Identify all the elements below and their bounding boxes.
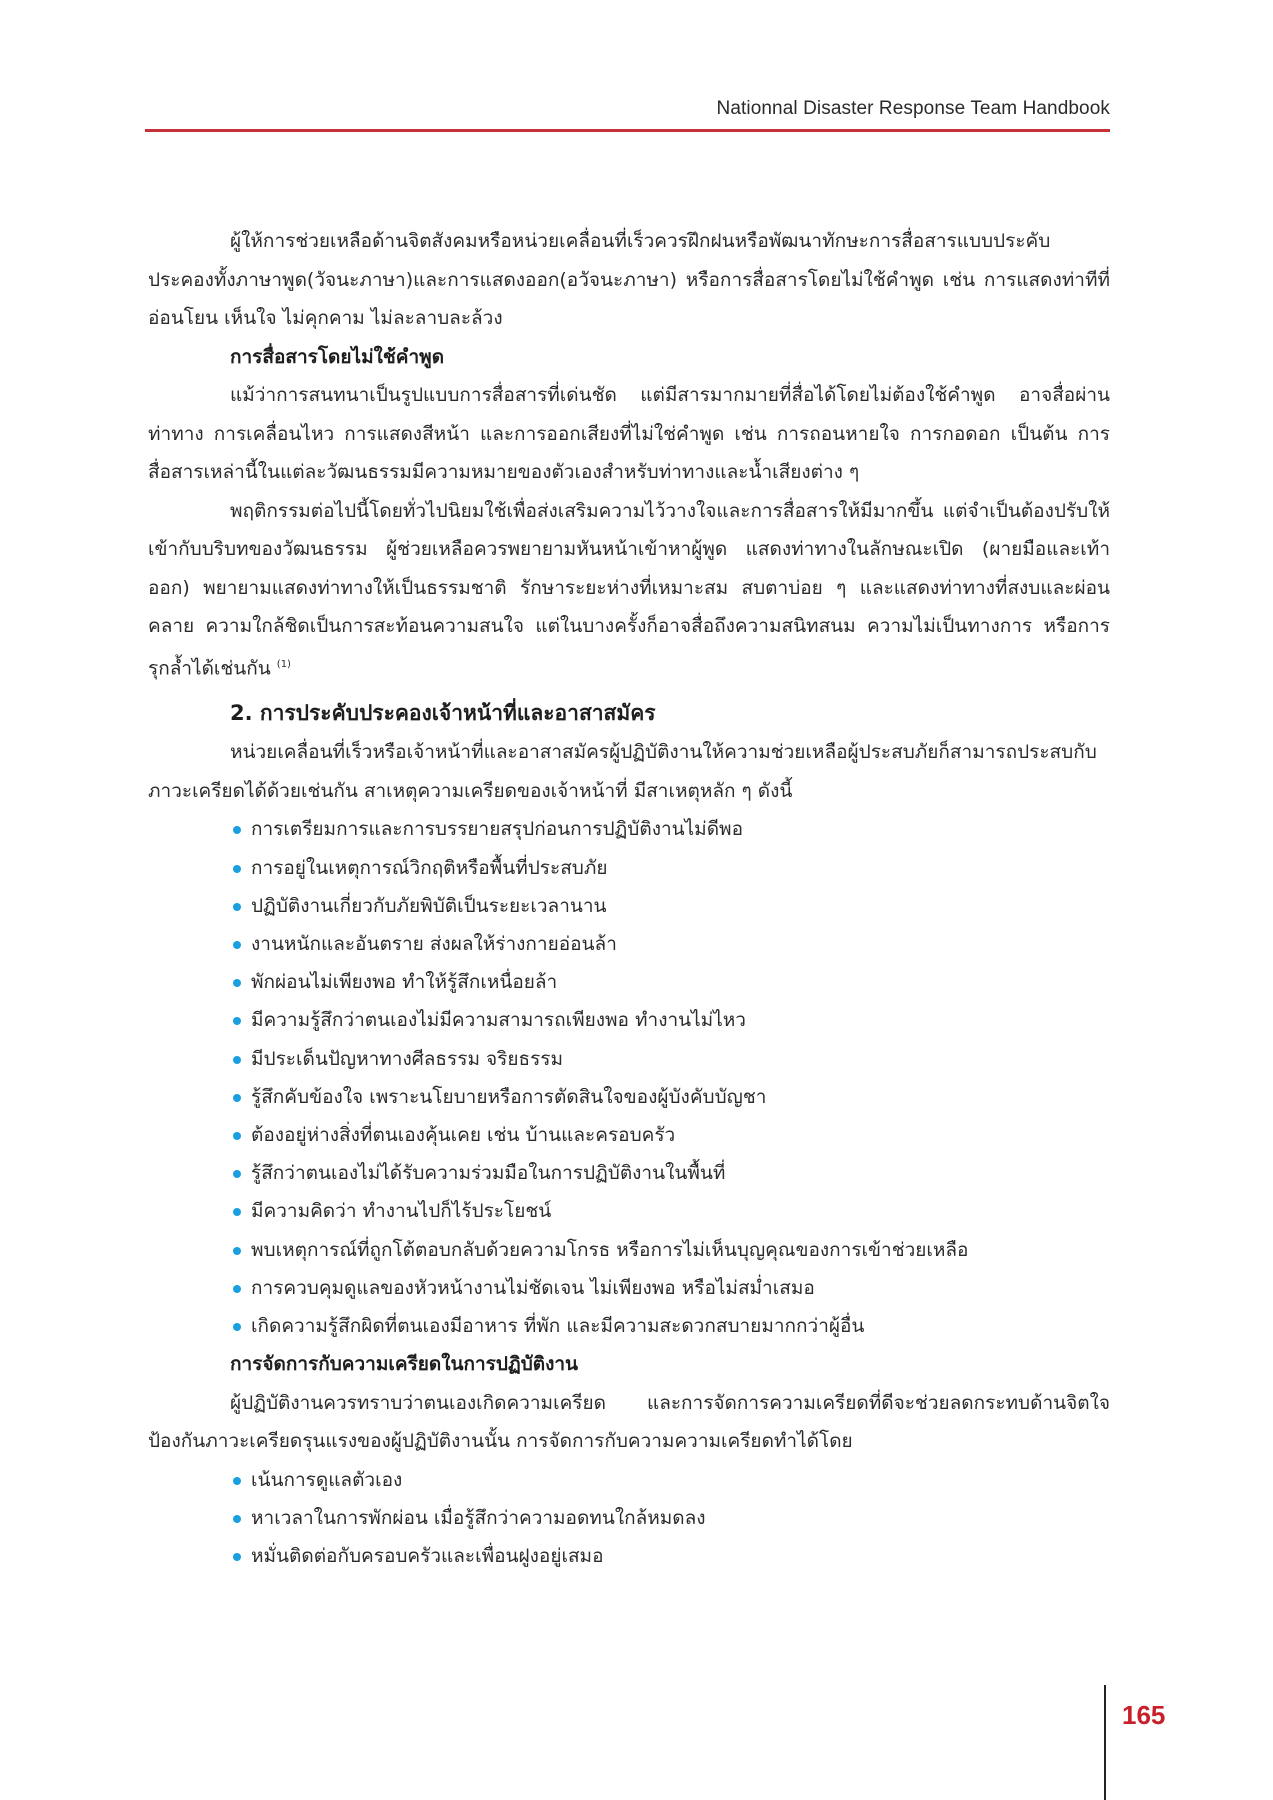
stress-causes-list [148,810,1110,1345]
list-item [233,810,1110,848]
subheading-nonverbal: การสื่อสารโดยไม่ใช้คำพูด [230,345,445,368]
list-item-text: งานหนักและอันตราย ส่งผลให้ร่างกายอ่อนล้า [251,932,617,955]
list-item [233,1001,1110,1039]
list-item-text: เน้นการดูแลตัวเอง [251,1468,403,1491]
bullet-icon [233,1208,241,1216]
list-item [233,1537,1110,1575]
bullet-icon [233,1323,241,1331]
bullet-icon [233,1553,241,1561]
bullet-icon [233,1017,241,1025]
bullet-icon [233,1247,241,1255]
list-item-text: การควบคุมดูแลของหัวหน้างานไม่ชัดเจน ไม่เพียงพอ หรือไม่สม่ำเสมอ [251,1276,815,1299]
intro-paragraph: ผู้ให้การช่วยเหลือด้านจิตสังคมหรือหน่วยเคลื่อนที่เร็วควรฝึกฝนหรือพัฒนาทักษะการสื่อสารแบบประคับประคองทั้งภาษาพูด(วัจนะภาษา)และการแสดงออก(อวัจนะภาษา) หรือการสื่อสารโดยไม่ใช้คำพูด เช่น การแสดงท่าทีที่อ่อนโยน เห็นใจ ไม่คุกคาม ไม่ละลาบละล้วง [148,230,1110,329]
bullet-icon [233,1056,241,1064]
section-2-paragraph: หน่วยเคลื่อนที่เร็วหรือเจ้าหน้าที่และอาสาสมัครผู้ปฏิบัติงานให้ความช่วยเหลือผู้ประสบภัยก็สามารถประสบกับภาวะเครียดได้ด้วยเช่นกัน สาเหตุความเครียดของเจ้าหน้าที่ มีสาเหตุหลัก ๆ ดังนี้ [148,741,1097,802]
bullet-icon [233,979,241,987]
page-number: 165 [1122,1700,1166,1730]
list-item-text: มีความคิดว่า ทำงานไปก็ไร้ประโยชน์ [251,1200,552,1223]
list-item-text: พบเหตุการณ์ที่ถูกโต้ตอบกลับด้วยความโกรธ หรือการไม่เห็นบุญคุณของการเข้าช่วยเหลือ [251,1238,969,1261]
footnote-reference: (1) [276,658,291,670]
list-item [233,849,1110,887]
list-item [233,1078,1110,1116]
bullet-icon [233,826,241,834]
list-item [233,1499,1110,1537]
bullet-icon [233,1477,241,1485]
list-item-text: การอยู่ในเหตุการณ์วิกฤติหรือพื้นที่ประสบภัย [251,856,608,879]
list-item-text: ปฏิบัติงานเกี่ยวกับภัยพิบัติเป็นระยะเวลานาน [251,894,607,917]
bullet-icon [233,1170,241,1178]
list-item [233,1269,1110,1307]
list-item [233,1307,1110,1345]
list-item-text: ต้องอยู่ห่างสิ่งที่ตนเองคุ้นเคย เช่น บ้านและครอบครัว [251,1123,676,1146]
stress-management-list [148,1461,1110,1576]
list-item [233,1116,1110,1154]
list-item [233,1040,1110,1078]
list-item-text: หมั่นติดต่อกับครอบครัวและเพื่อนฝูงอยู่เสมอ [251,1545,604,1568]
list-item [233,963,1110,1001]
section-2-title: 2. การประคับประคองเจ้าหน้าที่และอาสาสมัคร [230,701,656,726]
bullet-icon [233,865,241,873]
bullet-icon [233,903,241,911]
list-item-text: เกิดความรู้สึกผิดที่ตนเองมีอาหาร ที่พัก และมีความสะดวกสบายมากกว่าผู้อื่น [251,1314,865,1337]
bullet-icon [233,1515,241,1523]
list-item-text: พักผ่อนไม่เพียงพอ ทำให้รู้สึกเหนื่อยล้า [251,971,558,994]
list-item [233,1231,1110,1269]
running-header: Nationnal Disaster Response Team Handbook [716,98,1110,119]
header-divider [145,129,1110,132]
bullet-icon [233,941,241,949]
page-content [148,222,1110,1575]
list-item [233,1461,1110,1499]
nonverbal-paragraph-2-text: พฤติกรรมต่อไปนี้โดยทั่วไปนิยมใช้เพื่อส่งเสริมความไว้วางใจและการสื่อสารให้มีมากขึ้น แต่จำเป็นต้องปรับให้เข้ากับบริบทของวัฒนธรรม ผู้ช่วยเหลือควรพยายามหันหน้าเข้าหาผู้พูด แสดงท่าทางในลักษณะเปิด (ผายมือและเท้าออก) พยายามแสดงท่าทางให้เป็นธรรมชาติ รักษาระยะห่างที่เหมาะสม สบตาบ่อย ๆ และแสดงท่าทางที่สงบและผ่อนคลาย ความใกล้ชิดเป็นการสะท้อนความสนใจ แต่ในบางครั้งก็อาจสื่อถึงความสนิทสนม ความไม่เป็นทางการ หรือการรุกล้ำได้เช่นกัน [148,499,1110,679]
nonverbal-paragraph-2 [148,492,1110,688]
list-item-text: การเตรียมการและการบรรยายสรุปก่อนการปฏิบัติงานไม่ดีพอ [251,818,743,841]
nonverbal-paragraph-1: แม้ว่าการสนทนาเป็นรูปแบบการสื่อสารที่เด่นชัด แต่มีสารมากมายที่สื่อได้โดยไม่ต้องใช้คำพูด อาจสื่อผ่านท่าทาง การเคลื่อนไหว การแสดงสีหน้า และการออกเสียงที่ไม่ใช่คำพูด เช่น การถอนหายใจ การกอดอก เป็นต้น การสื่อสารเหล่านี้ในแต่ละวัฒนธรรมมีความหมายของตัวเองสำหรับท่าทางและน้ำเสียงต่าง ๆ [148,384,1110,483]
list-item-text: มีความรู้สึกว่าตนเองไม่มีความสามารถเพียงพอ ทำงานไม่ไหว [251,1009,746,1032]
list-item-text: หาเวลาในการพักผ่อน เมื่อรู้สึกว่าความอดทนใกล้หมดลง [251,1506,706,1529]
list-item-text: รู้สึกคับข้องใจ เพราะนโยบายหรือการตัดสินใจของผู้บังคับบัญชา [251,1085,767,1108]
list-item [233,1154,1110,1192]
stress-management-paragraph: ผู้ปฏิบัติงานควรทราบว่าตนเองเกิดความเครียด และการจัดการความเครียดที่ดีจะช่วยลดกระทบด้านจิตใจ ป้องกันภาวะเครียดรุนแรงของผู้ปฏิบัติงานนั้น การจัดการกับความความเครียดทำได้โดย [148,1391,1110,1453]
bullet-icon [233,1132,241,1140]
subheading-stress-management: การจัดการกับความเครียดในการปฏิบัติงาน [230,1353,579,1376]
page-number-divider [1104,1685,1106,1800]
list-item [233,925,1110,963]
list-item-text: มีประเด็นปัญหาทางศีลธรรม จริยธรรม [251,1047,564,1070]
list-item-text: รู้สึกว่าตนเองไม่ได้รับความร่วมมือในการปฏิบัติงานในพื้นที่ [251,1162,726,1185]
bullet-icon [233,1285,241,1293]
list-item [233,887,1110,925]
list-item [233,1192,1110,1230]
bullet-icon [233,1094,241,1102]
